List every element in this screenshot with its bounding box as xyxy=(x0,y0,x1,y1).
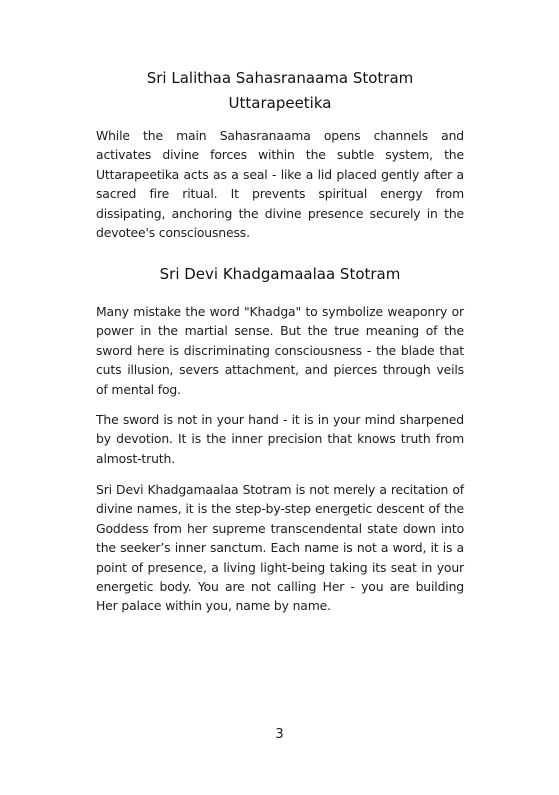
section1-title-line1: Sri Lalithaa Sahasranaama Stotram xyxy=(146,69,414,87)
section2-paragraph-1: Many mistake the word "Khadga" to symbolize weaponry or power in the martial sense. But the true meaning of the sword here is discriminating consciousness - the blade that cuts illusion, severs attachment, and pierces through veils of mental fog. xyxy=(96,304,464,397)
section2-title: Sri Devi Khadgamaalaa Stotram xyxy=(159,265,401,283)
section1-title xyxy=(96,66,464,116)
section2-paragraph-2: The sword is not in your hand - it is in your mind sharpened by devotion. It is the inner precision that knows truth from almost-truth. xyxy=(96,412,464,466)
section2-paragraph-3: Sri Devi Khadgamaalaa Stotram is not merely a recitation of divine names, it is the step-by-step energetic descent of the Goddess from her supreme transcendental state down into the seeker’s inner sanctum. Each name is not a word, it is a point of presence, a living light-being taking its seat in your energetic body. You are not calling Her - you are building Her palace within you, name by name. xyxy=(96,482,464,614)
page-number: 3 xyxy=(275,727,284,742)
section1-paragraph: While the main Sahasranaama opens channels and activates divine forces within the subtle system, the Uttarapeetika acts as a seal - like a lid placed gently after a sacred fire ritual. It prevents spiritual energy from dissipating, anchoring the divine presence securely in the devotee's consciousness. xyxy=(96,128,464,241)
section1-title-line2: Uttarapeetika xyxy=(228,94,332,112)
